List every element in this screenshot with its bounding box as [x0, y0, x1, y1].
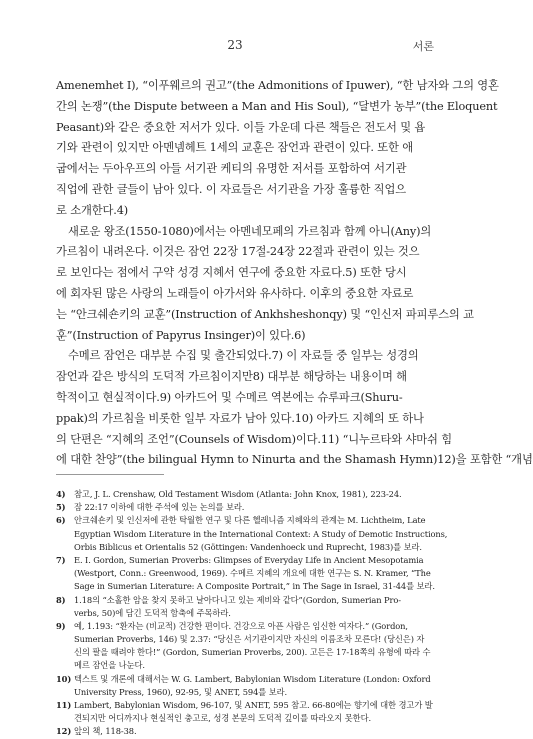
footnote: [56, 514, 448, 554]
text-line: 훈”(Instruction of Papyrus Insinger)이 있다.6): [56, 328, 306, 342]
footnote-line: E. I. Gordon, Sumerian Proverbs: Glimpses of Everyday Life in Ancient Mesopotamia: [74, 554, 424, 565]
footnote-line: Orbis Biblicus et Orientalis 52 (Göttingen: Vandenhoeck und Ruprecht, 1983)를 보라.: [74, 541, 422, 552]
footnote-line: 텍스트 및 개론에 대해서는 W. G. Lambert, Babylonian Wisdom Literature (London: Oxford: [74, 673, 431, 684]
text-line: 직업에 관한 글들이 남아 있다. 이 자료들은 서기관을 가장 훌륭한 직업으: [56, 182, 406, 196]
footnote-line: 1.18의 “소홀한 암을 찾지 못하고 날아다니고 있는 제비와 같다”(Gordon, Sumerian Pro-: [74, 594, 401, 605]
footnote-number: 5): [56, 502, 66, 513]
footnote: [56, 699, 433, 725]
footnote-line: Egyptian Wisdom Literature in the International Context: A Study of Demotic Instructions,: [74, 528, 448, 539]
footnote-number: 4): [56, 489, 66, 499]
text-line: 굽에서는 두아우프의 아들 서기관 케티의 유명한 저서를 포함하여 서기관: [56, 162, 407, 176]
footnote: [56, 725, 416, 738]
footnote-line: (Westport, Conn.: Greenwood, 1969). 수메르 지혜의 개요에 대한 연구는 S. N. Kramer, “The: [74, 568, 431, 579]
footnote: [56, 501, 416, 514]
text-line: 로 보인다는 점에서 구약 성경 지혜서 연구에 중요한 자료다.5) 또한 당시: [56, 266, 407, 280]
page-number: 23: [227, 38, 243, 52]
body-text: [56, 76, 533, 471]
text-line: 에 회자된 많은 사랑의 노래들이 아가서와 유사하다. 이후의 중요한 자료로: [56, 286, 414, 300]
text-line: 의 단편은 “지혜의 조언”(Counsels of Wisdom)이다.11) “니누르타와 샤마쉬 힘: [56, 432, 452, 446]
text-line: 에 대한 찬양”(the bilingual Hymn to Ninurta and the Shamash Hymn)12)을 포함한 “개념: [56, 453, 533, 467]
footnote-number: 7): [56, 554, 66, 565]
footnote-line: Lambert, Babylonian Wisdom, 96-107, 및 ANET, 595 참고. 66-80에는 향기에 대한 경고가 발: [74, 700, 433, 711]
footnote-number: 12): [56, 726, 72, 737]
footnote: [56, 554, 435, 594]
footnote-number: 9): [56, 620, 66, 631]
text-line: Amenemhet I), “이푸웨르의 권고”(the Admonitions of Ipuwer), “한 남자와 그의 영혼: [56, 79, 499, 92]
footnote-line: 안크쉐숀키 및 인신저에 관한 탁월한 연구 및 다른 헬레니즘 지혜와의 관계는 M. Lichtheim, Late: [74, 515, 426, 526]
footnote-line: 참고, J. L. Crenshaw, Old Testament Wisdom (Atlanta: John Knox, 1981), 223-24.: [74, 489, 402, 499]
text-line: 기와 관련이 있지만 아멘넴헤트 1세의 교훈은 잠언과 관련이 있다. 또한 애: [56, 141, 414, 155]
text-line: 는 “안크쉐숀키의 교훈”(Instruction of Ankhsheshonqy) 및 “인신저 파피루스의 교: [56, 307, 474, 321]
footnote-line: 잠 22:17 이하에 대한 주석에 있는 논의를 보라.: [74, 502, 245, 513]
footnote-line: 메르 잠언을 나눈다.: [74, 660, 145, 671]
text-line: 학적이고 현실적이다.9) 아카드어 및 수메르 역본에는 슈루파크(Shuru-: [56, 390, 403, 404]
footnote-line: Sage in Sumerian Literature: A Composite Portrait,” in The Sage in Israel, 31-44를 보라.: [74, 581, 435, 592]
footnote-number: 6): [56, 515, 66, 526]
footnote-line: Sumerian Proverbs, 146) 및 2.37: “당신은 서기관이지만 자신의 이름조차 모른다! (당신은) 자: [74, 634, 425, 645]
footnote: [56, 673, 431, 699]
footnote-number: 11): [56, 700, 72, 711]
text-line: 가르침이 내려온다. 이것은 잠언 22장 17절-24장 22절과 관련이 있는 것으: [56, 245, 420, 259]
footnote-line: University Press, 1960), 92-95, 및 ANET, 594를 보라.: [74, 686, 288, 697]
text-line: 간의 논쟁”(the Dispute between a Man and His Soul), “달변가 농부”(the Eloquent: [56, 99, 498, 113]
text-line: ppak)의 가르침을 비롯한 일부 자료가 남아 있다.10) 아카드 지혜의 또 하나: [56, 411, 424, 425]
footnote-line: 앞의 책, 118-38.: [74, 726, 137, 737]
paragraph-1: [56, 76, 499, 222]
footnote-line: 예, 1.193: “환자는 (비교적) 건강한 편이다. 건강으로 아픈 사람은 임신한 여자다.” (Gordon,: [74, 620, 408, 631]
footnote-line: verbs, 50)에 담긴 도덕적 함축에 주목하라.: [74, 607, 231, 618]
footnote-line: 견되지만 어디까지나 현실적인 충고로, 성경 본문의 도덕적 깊이를 따라오지 못한다.: [74, 713, 372, 724]
text-line: 잠언과 같은 방식의 도덕적 가르침이지만8) 대부분 해당하는 내용이며 해: [56, 370, 407, 384]
page-header: [0, 38, 470, 58]
footnote-number: 8): [56, 594, 66, 605]
paragraph-2: [56, 222, 474, 347]
footnote: [56, 594, 416, 620]
footnote: [56, 488, 416, 501]
text-line: Peasant)와 같은 중요한 저서가 있다. 이들 가운데 다른 책들은 전도서 및 욥: [56, 120, 426, 134]
section-title: 서론: [412, 40, 434, 53]
footnote-number: 10): [56, 673, 72, 684]
text-line: 로 소개한다.4): [56, 203, 128, 217]
footnote: [56, 620, 431, 673]
paragraph-3: [56, 346, 533, 471]
footnote-line: 신의 팔을 때려야 한다!” (Gordon, Sumerian Proverbs, 200). 고든은 17-18쪽의 유형에 따라 수: [74, 647, 431, 658]
footnote-divider: [56, 474, 164, 475]
text-line: 새로운 왕조(1550-1080)에서는 아멘네모페의 가르침과 함께 아니(Any)의: [68, 224, 432, 238]
footnotes: [56, 488, 448, 739]
text-line: 수메르 잠언은 대부분 수집 및 출간되었다.7) 이 자료들 중 일부는 성경의: [68, 349, 419, 363]
